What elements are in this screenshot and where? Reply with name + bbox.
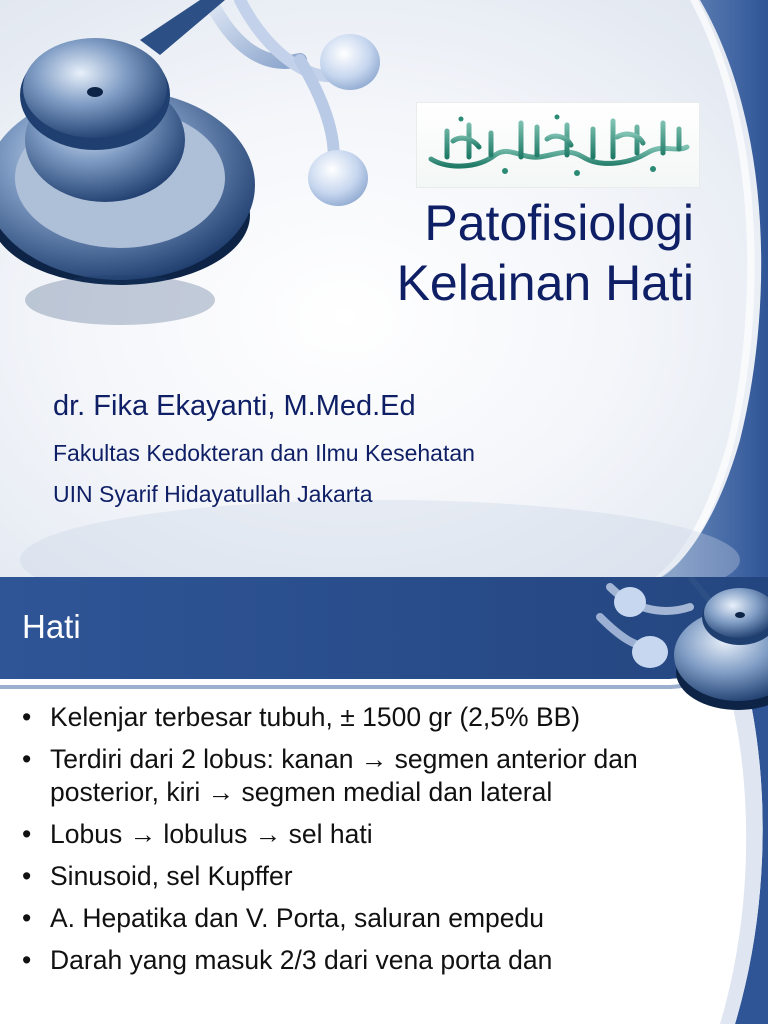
content-slide [0, 577, 768, 1024]
list-item [22, 701, 672, 734]
bullet-icon: • [22, 702, 32, 732]
bullet-icon: • [22, 819, 32, 849]
list-item [22, 818, 672, 851]
bismillah-calligraphy [416, 102, 700, 188]
bullet-text: Sinusoid, sel Kupffer [50, 861, 293, 891]
bullet-text: Darah yang masuk 2/3 dari vena porta dan [50, 945, 553, 975]
bullet-icon: • [22, 903, 32, 933]
bullet-list [22, 701, 672, 986]
slide-title [274, 193, 694, 313]
bullet-icon: • [22, 861, 32, 891]
title-line-1: Patofisiologi [424, 195, 694, 251]
bullet-text: Kelenjar terbesar tubuh, ± 1500 gr (2,5% BB) [50, 702, 581, 732]
slide-title: Hati [22, 608, 81, 645]
list-item [22, 860, 672, 893]
calligraphy-icon [417, 103, 699, 187]
bullet-icon: • [22, 945, 32, 975]
list-item [22, 902, 672, 935]
bullet-text: A. Hepatika dan V. Porta, saluran empedu [50, 903, 545, 933]
bullet-text: Terdiri dari 2 lobus: kanan → segmen anterior dan posterior, kiri → segmen medial dan lateral [50, 744, 638, 807]
institution-line-2: UIN Syarif Hidayatullah Jakarta [53, 481, 373, 507]
bullet-icon: • [22, 744, 32, 774]
institution-line-1: Fakultas Kedokteran dan Ilmu Kesehatan [53, 440, 475, 466]
bullet-text: Lobus → lobulus → sel hati [50, 819, 373, 849]
list-item [22, 743, 672, 809]
title-line-2: Kelainan Hati [396, 255, 694, 311]
author-name: dr. Fika Ekayanti, M.Med.Ed [53, 390, 416, 422]
list-item [22, 944, 672, 977]
